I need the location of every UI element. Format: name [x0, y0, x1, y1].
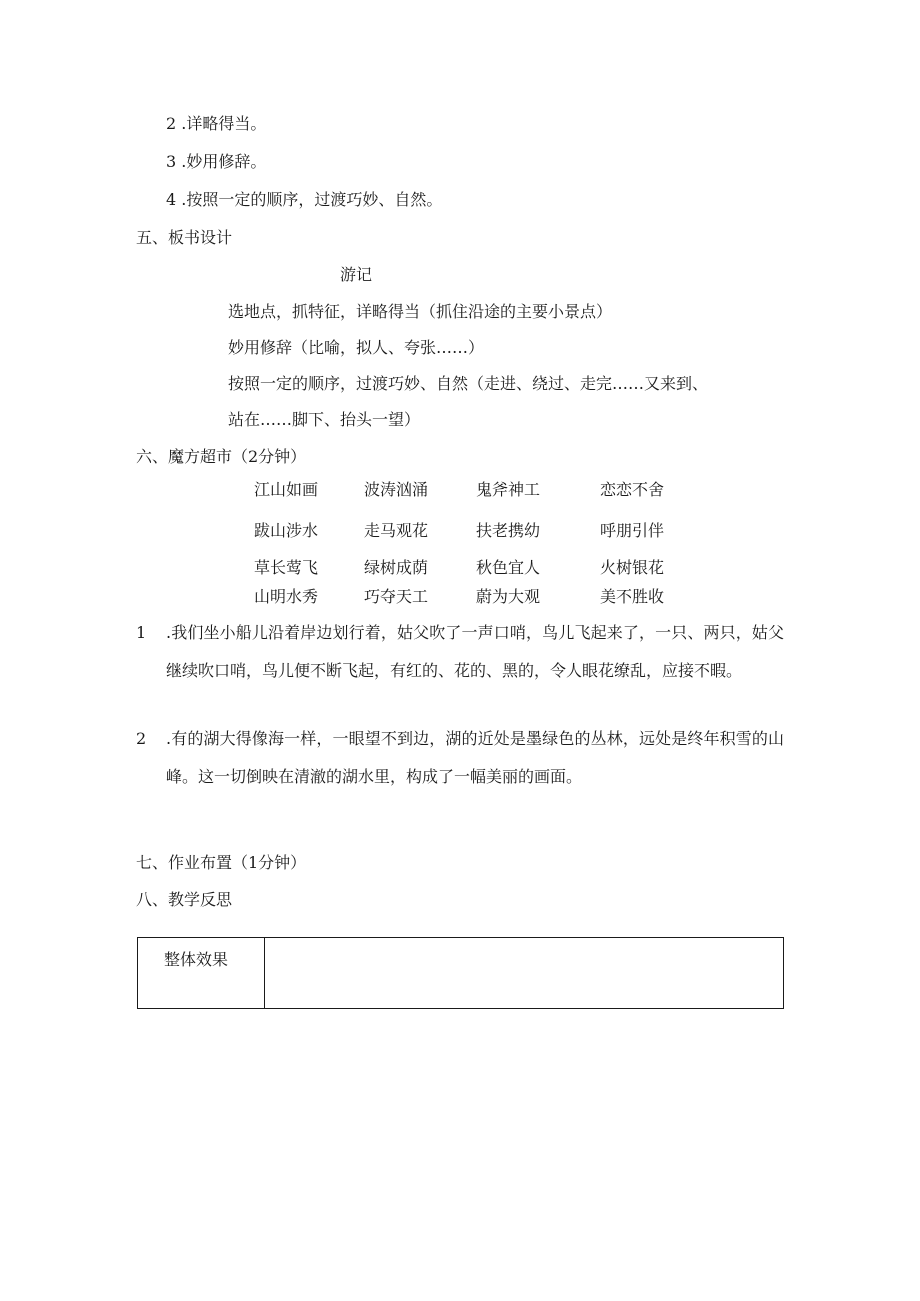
- reflection-table: [137, 937, 784, 1009]
- example-sentence-1: 1 .我们坐小船儿沿着岸边划行着，姑父吹了一声口哨，鸟儿飞起来了，一只、两只，姑父继续吹口哨，鸟儿便不断飞起，有红的、花的、黑的，令人眼花缭乱，应接不暇。: [136, 623, 784, 680]
- idiom-cell: 秋色宜人: [476, 558, 541, 577]
- idiom-cell: 山明水秀: [254, 587, 319, 606]
- idiom-cell: 波涛汹涌: [364, 480, 429, 499]
- idiom-cell: 鬼斧神工: [476, 480, 541, 499]
- principle-item-2: 2 .详略得当。: [166, 114, 267, 133]
- idiom-cell: 草长莺飞: [254, 558, 319, 577]
- section-heading-magic-market: 六、魔方超市（2分钟）: [136, 447, 307, 466]
- idiom-cell: 美不胜收: [600, 587, 665, 606]
- idiom-cell: 呼朋引伴: [600, 521, 665, 540]
- section-heading-homework: 七、作业布置（1分钟）: [136, 853, 307, 872]
- idiom-cell: 蔚为大观: [476, 587, 541, 606]
- idiom-cell: 绿树成荫: [364, 558, 429, 577]
- example-sentence-2: 2 .有的湖大得像海一样，一眼望不到边，湖的近处是墨绿色的丛林，远处是终年积雪的山峰。这一切倒映在清澈的湖水里，构成了一幅美丽的画面。: [136, 729, 784, 786]
- idiom-cell: 跋山涉水: [254, 521, 319, 540]
- idiom-cell: 扶老携幼: [476, 521, 541, 540]
- board-line-1: 选地点，抓特征，详略得当（抓住沿途的主要小景点）: [228, 302, 613, 321]
- section-heading-board-design: 五、板书设计: [136, 228, 233, 247]
- board-title: 游记: [340, 265, 373, 284]
- principle-item-4: 4 .按照一定的顺序，过渡巧妙、自然。: [166, 190, 443, 209]
- board-line-2: 妙用修辞（比喻，拟人、夸张……）: [228, 338, 485, 357]
- reflection-label-cell: 整体效果: [138, 938, 265, 1009]
- idiom-cell: 江山如画: [254, 480, 319, 499]
- idiom-cell: 恋恋不舍: [600, 480, 665, 499]
- reflection-value-cell[interactable]: [265, 938, 784, 1009]
- board-line-4: 站在……脚下、抬头一望）: [228, 410, 421, 429]
- section-heading-reflection: 八、教学反思: [136, 890, 233, 909]
- idiom-cell: 走马观花: [364, 521, 429, 540]
- principle-item-3: 3 .妙用修辞。: [166, 152, 267, 171]
- idiom-cell: 火树银花: [600, 558, 665, 577]
- board-line-3: 按照一定的顺序，过渡巧妙、自然（走进、绕过、走完……又来到、: [228, 374, 709, 393]
- idiom-cell: 巧夺天工: [364, 587, 429, 606]
